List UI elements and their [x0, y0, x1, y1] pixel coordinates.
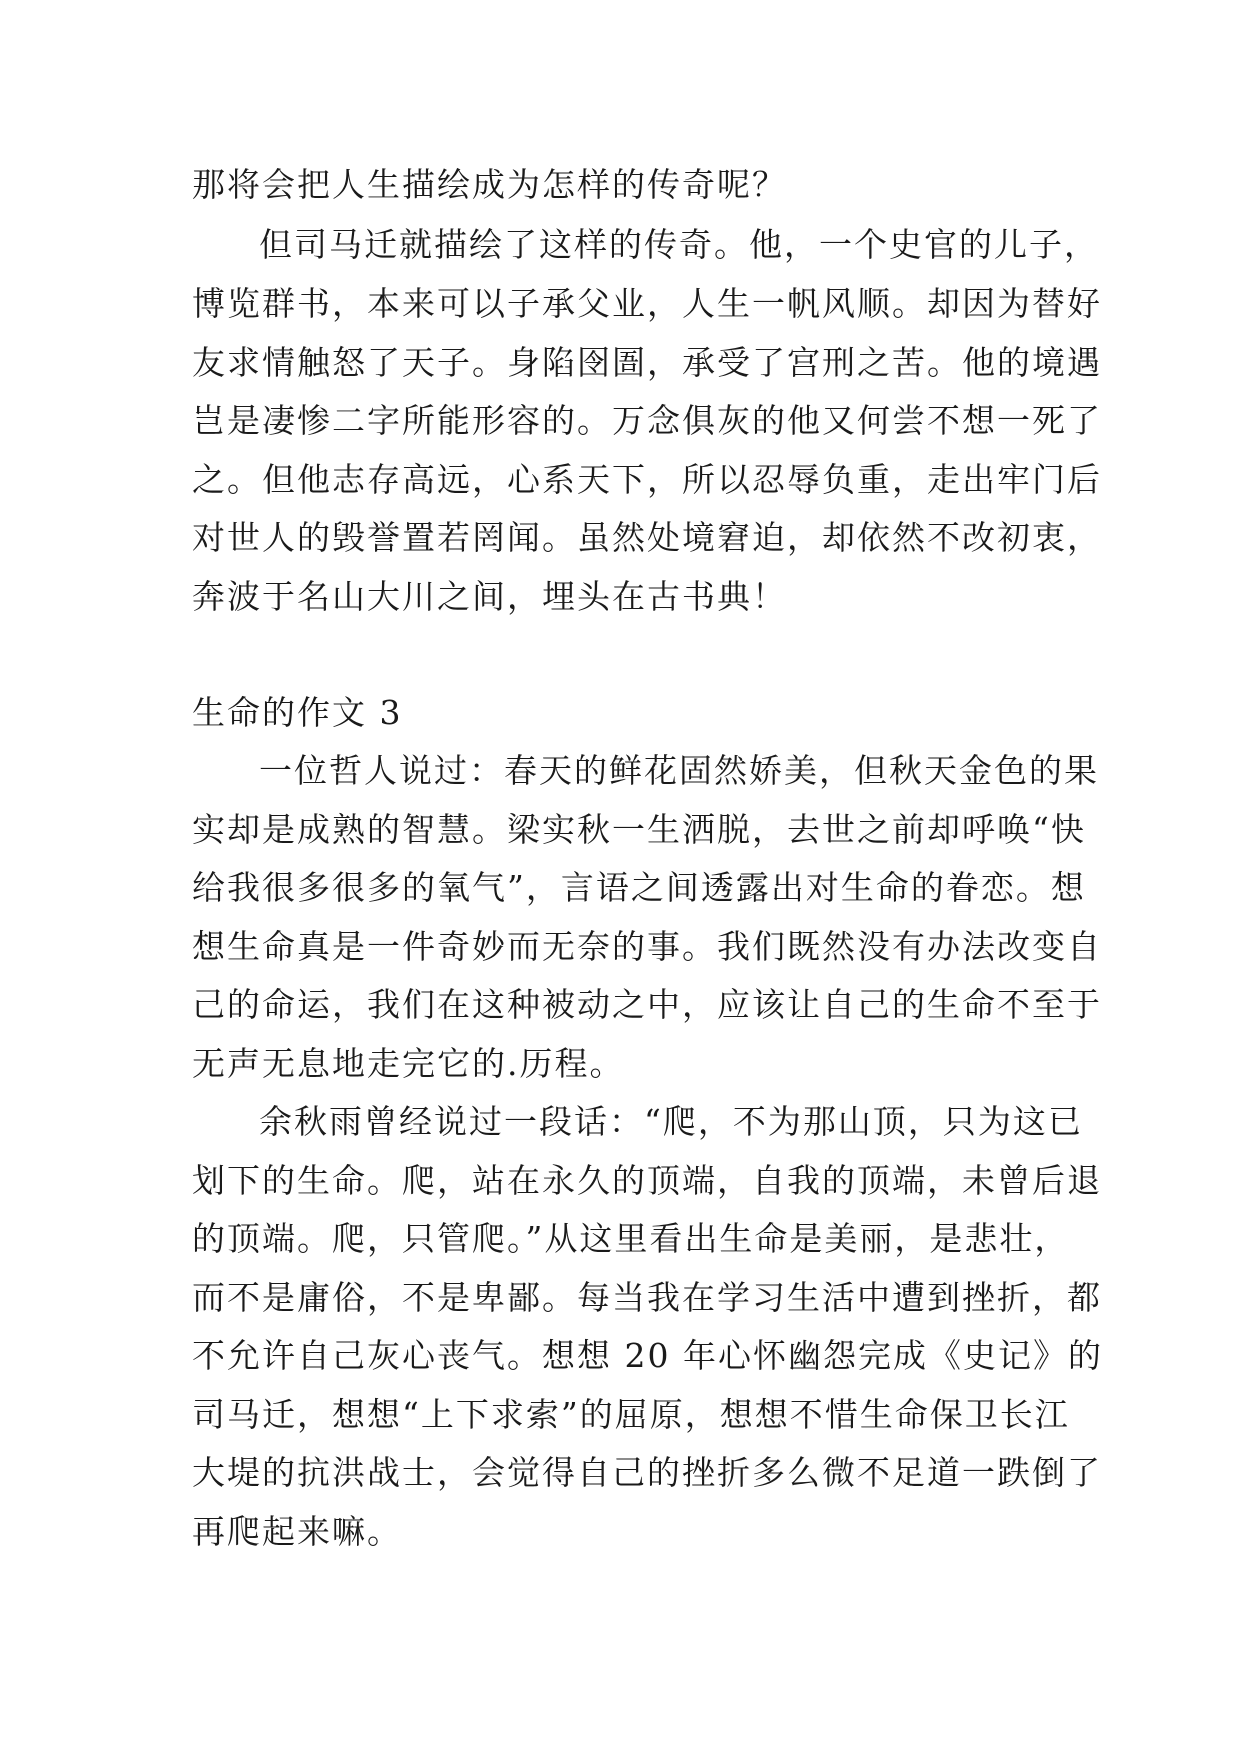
paragraph-2-line: 实却是成熟的智慧。梁实秋一生洒脱，去世之前却呼唤“快 [192, 810, 1086, 849]
section-title: 生命的作文 3 [192, 693, 403, 732]
paragraph-1-line: 博览群书，本来可以子承父业，人生一帆风顺。却因为替好 [192, 284, 1102, 323]
paragraph-3-line: 而不是庸俗，不是卑鄙。每当我在学习生活中遭到挫折，都 [192, 1278, 1102, 1317]
paragraph-3-line: 不允许自己灰心丧气。想想 20 年心怀幽怨完成《史记》的 [192, 1336, 1103, 1375]
paragraph-3-line: 司马迁，想想“上下求索”的屈原，想想不惜生命保卫长江 [192, 1395, 1070, 1434]
paragraph-1-line: 奔波于名山大川之间，埋头在古书典！ [192, 577, 787, 616]
paragraph-3-line: 再爬起来嘛。 [192, 1512, 402, 1551]
paragraph-1-line: 岂是凄惨二字所能形容的。万念俱灰的他又何尝不想一死了 [192, 401, 1102, 440]
paragraph-3-line: 余秋雨曾经说过一段话：“爬，不为那山顶，只为这已 [259, 1102, 1083, 1141]
paragraph-1-line: 友求情触怒了天子。身陷囹圄，承受了宫刑之苦。他的境遇 [192, 343, 1102, 382]
paragraph-3-line: 的顶端。爬，只管爬。”从这里看出生命是美丽，是悲壮， [192, 1219, 1070, 1258]
paragraph-2-line: 想生命真是一件奇妙而无奈的事。我们既然没有办法改变自 [192, 927, 1102, 966]
paragraph-1-line: 但司马迁就描绘了这样的传奇。他，一个史官的儿子， [259, 225, 1099, 264]
paragraph-2-line: 无声无息地走完它的.历程。 [192, 1044, 625, 1083]
paragraph-2-line: 己的命运，我们在这种被动之中，应该让自己的生命不至于 [192, 985, 1102, 1024]
intro-line: 那将会把人生描绘成为怎样的传奇呢？ [192, 165, 787, 204]
paragraph-2-line: 给我很多很多的氧气”，言语之间透露出对生命的眷恋。想 [192, 868, 1086, 907]
paragraph-1-line: 对世人的毁誉置若罔闻。虽然处境窘迫，却依然不改初衷， [192, 518, 1102, 557]
paragraph-3-line: 大堤的抗洪战士，会觉得自己的挫折多么微不足道一跌倒了 [192, 1453, 1102, 1492]
paragraph-2-line: 一位哲人说过：春天的鲜花固然娇美，但秋天金色的果 [259, 751, 1099, 790]
paragraph-1-line: 之。但他志存高远，心系天下，所以忍辱负重，走出牢门后 [192, 460, 1102, 499]
paragraph-3-line: 划下的生命。爬，站在永久的顶端，自我的顶端，未曾后退 [192, 1161, 1102, 1200]
